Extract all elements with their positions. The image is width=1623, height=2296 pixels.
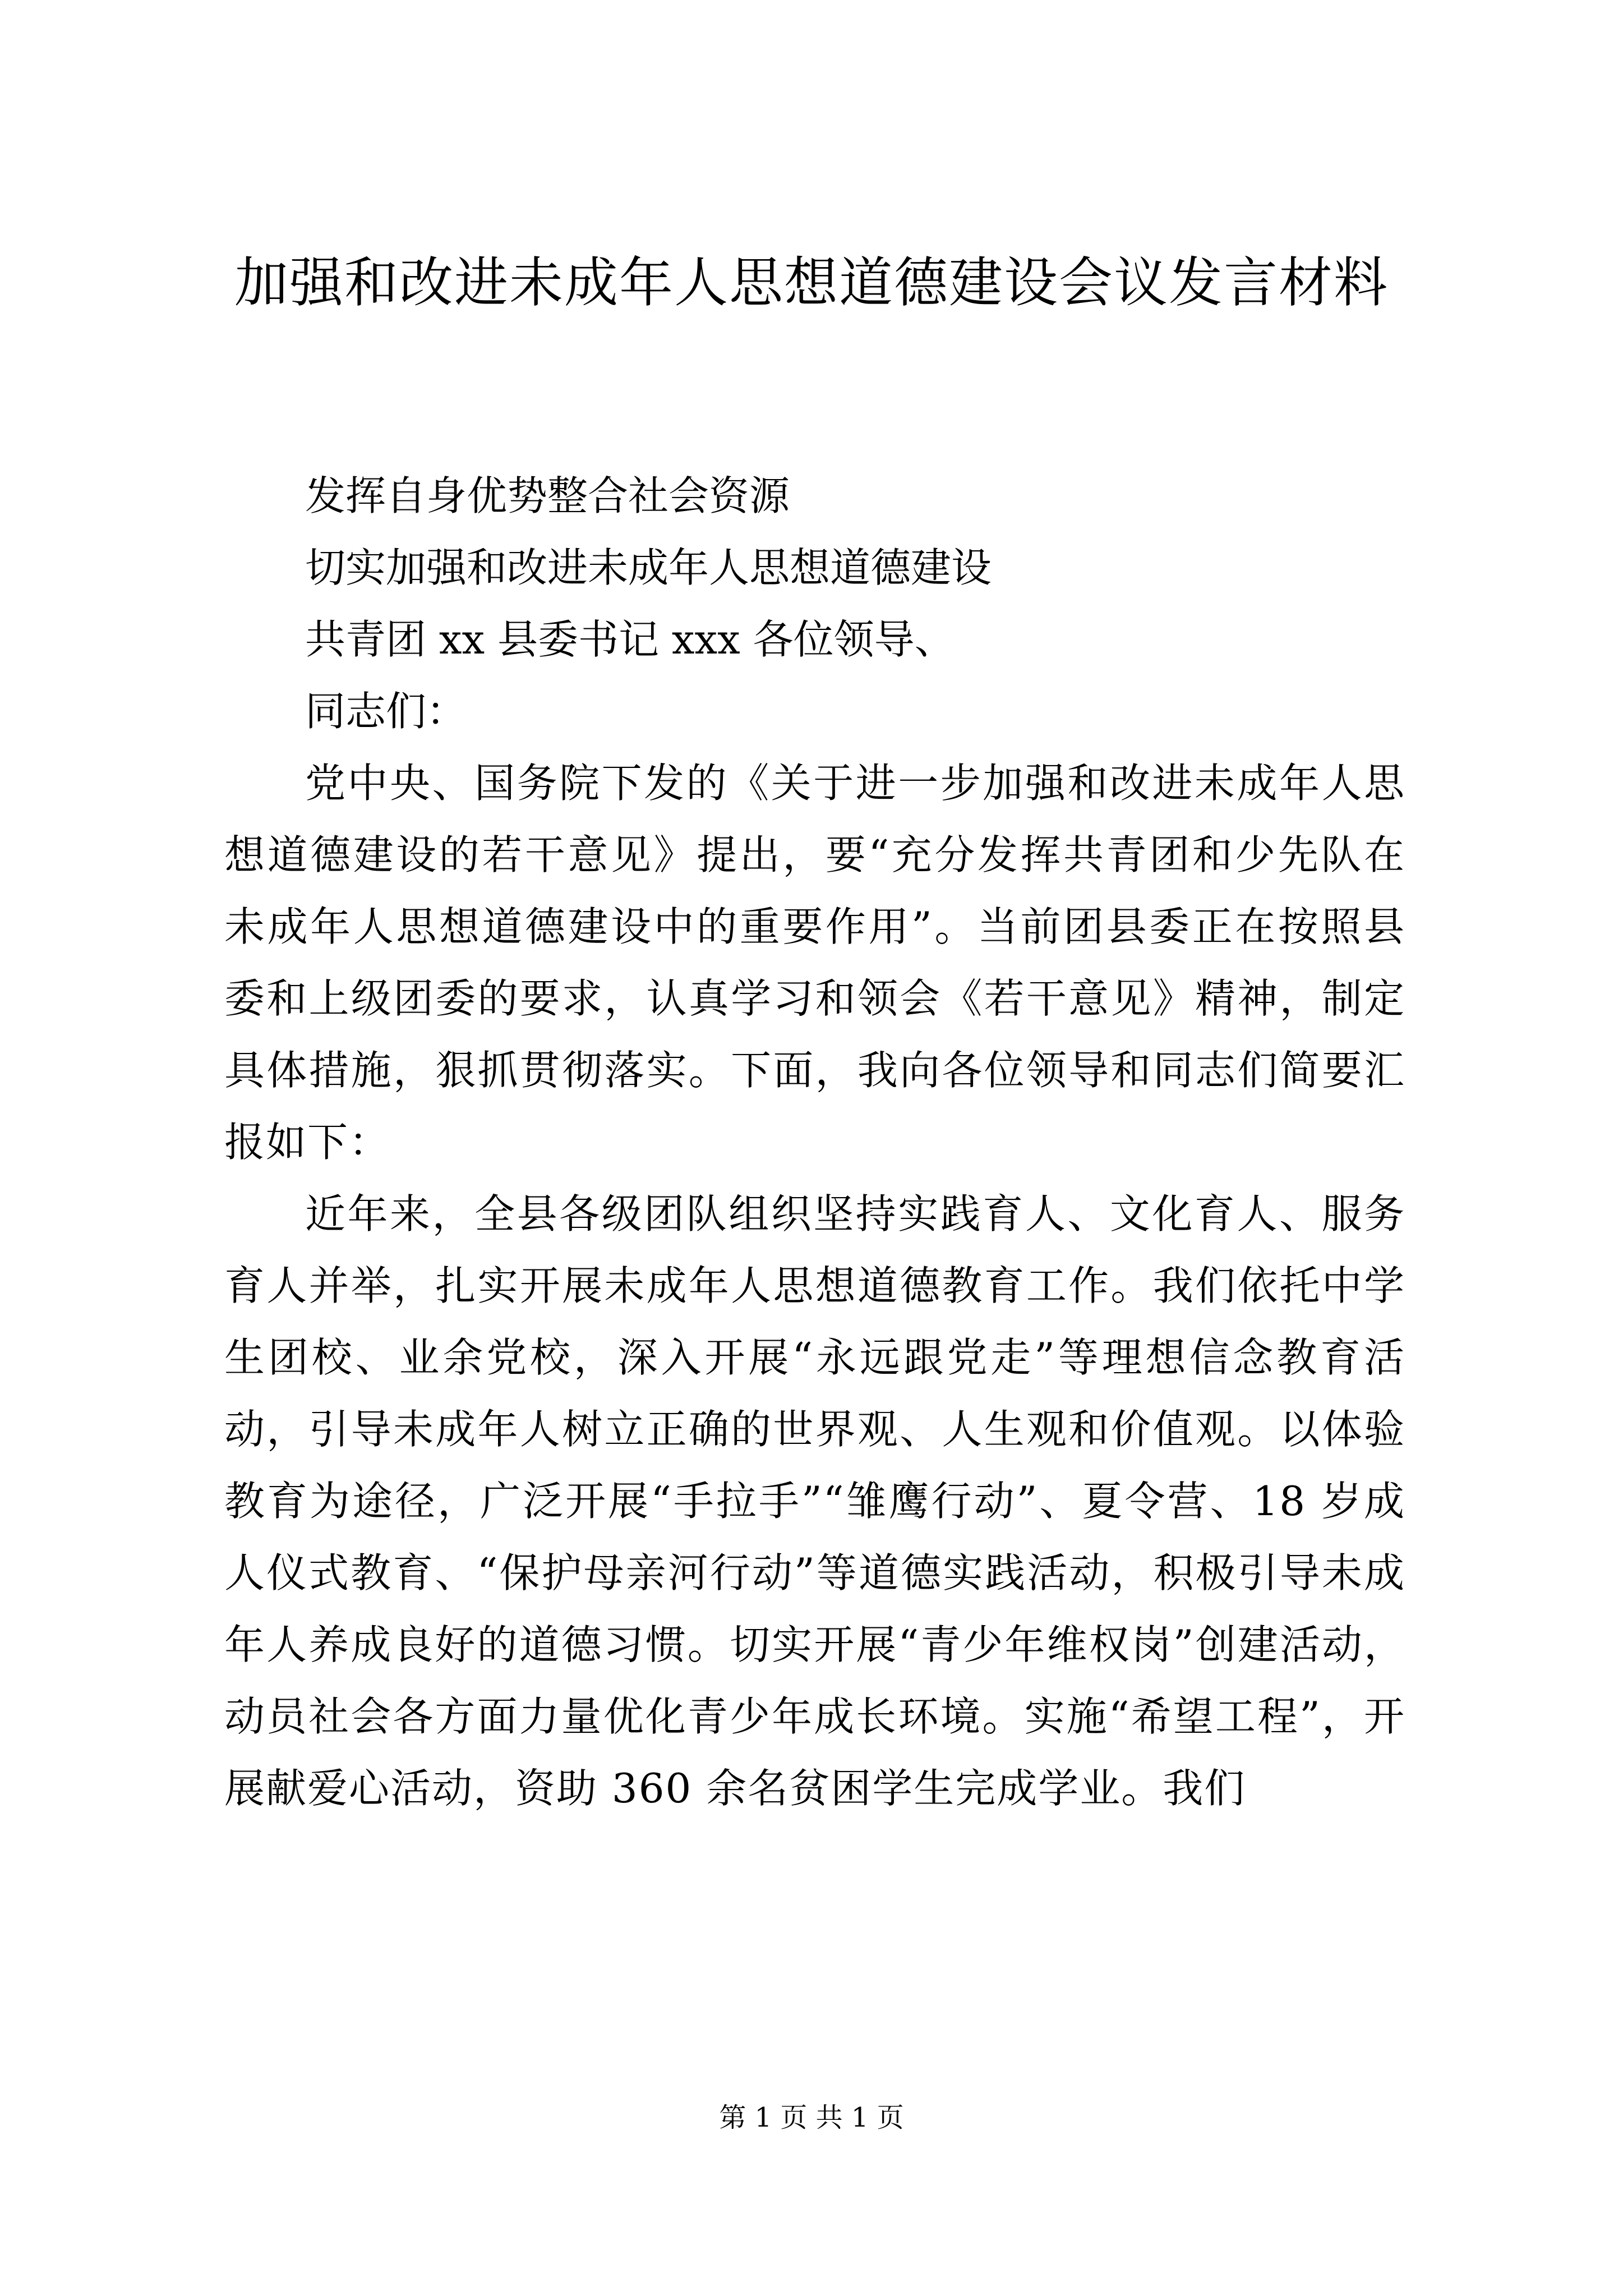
- page-footer: 第 1 页 共 1 页: [719, 2102, 904, 2133]
- body-paragraph-2: 近年来，全县各级团队组织坚持实践育人、文化育人、服务育人并举，扎实开展未成年人思想道德教育工作。我们依托中学生团校、业余党校，深入开展“永远跟党走”等理想信念教育活动，引导未成年人树立正确的世界观、人生观和价值观。以体验教育为途径，广泛开展“手拉手”“雏鹰行动”、夏令营、18 岁成人仪式教育、“保护母亲河行动”等道德实践活动，积极引导未成年人养成良好的道德习惯。切实开展“青少年维权岗”创建活动，动员社会各方面力量优化青少年成长环境。实施“希望工程”，开展献爱心活动，资助 360 余名贫困学生完成学业。我们: [224, 1190, 1405, 1812]
- document-title: 加强和改进未成年人思想道德建设会议发言材料: [234, 251, 1389, 314]
- body-paragraph-1: 党中央、国务院下发的《关于进一步加强和改进未成年人思想道德建设的若干意见》提出，要“充分发挥共青团和少先队在未成年人思想道德建设中的重要作用”。当前团县委正在按照县委和上级团委的要求，认真学习和领会《若干意见》精神，制定具体措施，狠抓贯彻落实。下面，我向各位领导和同志们简要汇报如下：: [224, 760, 1405, 1166]
- speaker-line: 共青团 xx 县委书记 xxx 各位领导、: [305, 616, 955, 663]
- subtitle-line-1: 发挥自身优势整合社会资源: [305, 472, 790, 519]
- subtitle-line-2: 切实加强和改进未成年人思想道德建设: [305, 544, 992, 591]
- salutation-line: 同志们：: [305, 688, 467, 735]
- document-body: [224, 460, 1405, 1824]
